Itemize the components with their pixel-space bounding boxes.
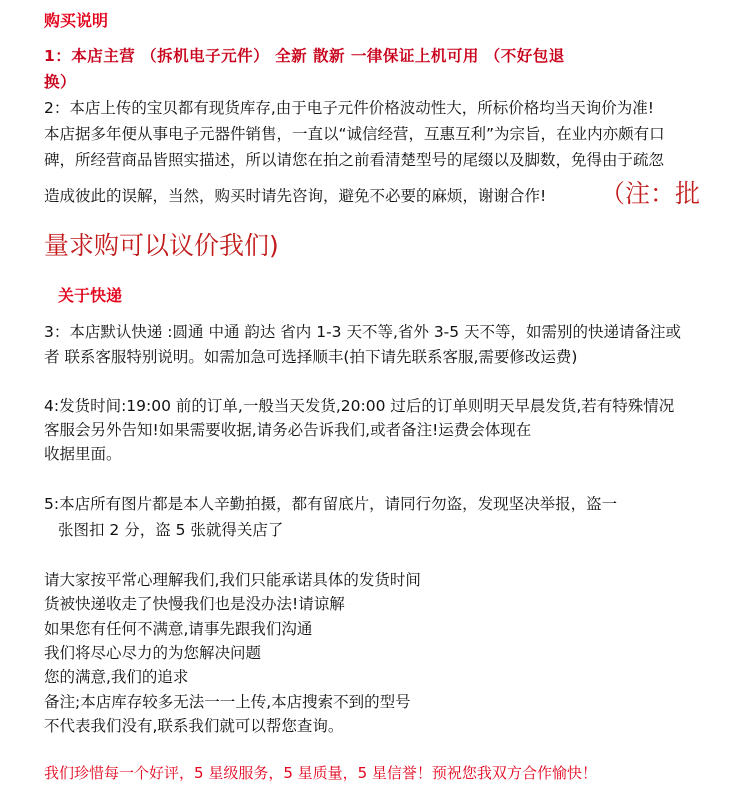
item3-line2: 者 联系客服特别说明。如需加急可选择顺丰(拍下请先联系客服,需要修改运费) [44,348,578,366]
item2-line1: 2：本店上传的宝贝都有现货库存,由于电子元件价格波动性大，所标价格均当天询价为准! [44,99,655,117]
item5-line1: 5:本店所有图片都是本人辛勤拍摄，都有留底片，请同行勿盗，发现坚决举报，盗一 [44,495,618,513]
closing-line: 您的满意,我们的追求 [44,668,189,686]
closing-line: 如果您有任何不满意,请事先跟我们沟通 [44,620,313,638]
express-heading: 关于快递 [58,286,123,305]
item3-line1: 3：本店默认快递 :圆通 中通 韵达 省内 1-3 天不等,省外 3-5 天不等，如需别的快递请备注或 [44,323,682,341]
item1-line1: 1：本店主营 （拆机电子元件） 全新 散新 一律保证上机可用 （不好包退 [44,47,565,65]
bulk-note-part1: （注：批 [600,179,701,208]
item2-line4: 造成彼此的误解，当然，购买时请先咨询，避免不必要的麻烦，谢谢合作! [44,187,547,205]
item5-line2: 张图扣 2 分，盗 5 张就得关店了 [58,521,284,539]
item2-line2: 本店据多年便从事电子元器件销售，一直以“诚信经营，互惠互利”为宗旨，在业内亦颇有口 [44,125,665,143]
closing-line: 不代表我们没有,联系我们就可以帮您查询。 [44,717,344,735]
closing-line: 货被快递收走了快慢我们也是没办法!请谅解 [44,595,345,613]
closing-line: 我们将尽心尽力的为您解决问题 [44,644,262,662]
closing-line: 备注;本店库存较多无法一一上传,本店搜索不到的型号 [44,693,411,711]
bulk-note-part2: 量求购可以议价我们) [44,231,279,260]
item4-line1: 4:发货时间:19:00 前的订单,一般当天发货,20:00 过后的订单则明天早晨发货,若有特殊情况 [44,397,675,415]
closing-line: 请大家按平常心理解我们,我们只能承诺具体的发货时间 [44,571,421,589]
item4-line2: 客服会另外告知!如果需要收据,请务必告诉我们,或者备注!运费会体现在 [44,421,532,439]
item4-line3: 收据里面。 [44,445,122,463]
item1-line2: 换） [44,73,77,91]
footer-text: 我们珍惜每一个好评，5 星级服务，5 星质量，5 星信誉！预祝您我双方合作愉快！ [44,764,597,782]
item2-line3: 碑，所经营商品皆照实描述，所以请您在拍之前看清楚型号的尾缀以及脚数，免得由于疏忽 [44,151,665,169]
purchase-heading: 购买说明 [44,11,109,30]
